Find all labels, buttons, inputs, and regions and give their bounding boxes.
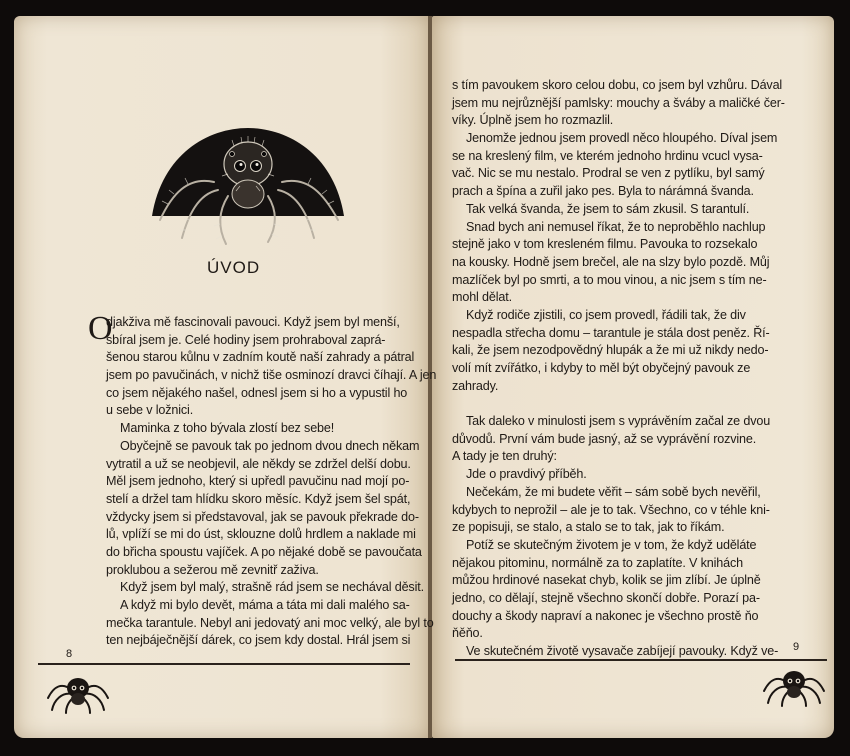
- spider-icon: [46, 672, 110, 714]
- text-line: Jenomže jednou jsem provedl něco hloupého. Díval jsem: [466, 131, 778, 146]
- text-line: Potíž se skutečným životem je v tom, že když uděláte: [466, 537, 757, 552]
- text-line: sbíral jsem je. Celé hodiny jsem prohraboval zaprá-: [106, 332, 386, 347]
- text-line: zahrady.: [452, 378, 499, 393]
- page-number-left: 8: [66, 648, 73, 660]
- text-line: jedno, co dělají, stejně všechno skončí dobře. Porazí pa-: [452, 590, 760, 605]
- text-line: Snad bych ani nemusel říkat, že to neproběhlo nachlup: [466, 219, 766, 234]
- text-line: ze popisuji, se stalo, a stalo se to tak, jak to říkám.: [452, 520, 725, 535]
- text-line: víky. Úplně jsem ho rozmazlil.: [452, 113, 614, 128]
- text-line: nespadla střecha domu – tarantule je stála dost peněz. Ří-: [452, 325, 770, 340]
- text-line: kdybych to neprožil – ale je to tak. Všechno, co v téhle kni-: [452, 502, 770, 517]
- text-line: Tak velká švanda, že jsem to sám zkusil. S tarantulí.: [466, 201, 750, 216]
- spider-icon: [762, 665, 826, 707]
- text-line: ten nejbáječnější dárek, co jsem kdy dostal. Hrál jsem si: [106, 633, 411, 648]
- text-line: do břicha spoustu vajíček. A po nějaké době se pavoučata: [106, 544, 422, 559]
- text-line: na kousky. Hodně jsem brečel, ale na slzy bylo pozdě. Můj: [452, 254, 770, 269]
- text-line: vač. Nic se mu nestalo. Prodral se ven z pytlíku, byl samý: [452, 166, 765, 181]
- text-line: Když rodiče zjistili, co jsem provedl, řádili tak, že div: [466, 307, 746, 322]
- text-line: vždycky jsem si představoval, jak se pavouk překrade do-: [106, 509, 419, 524]
- text-line: proklubou a sežerou mě zevnitř zaživa.: [106, 562, 319, 577]
- text-line: Maminka z toho bývala zlostí bez sebe!: [120, 421, 335, 436]
- text-line: volí mít zvířátko, i kdyby to měl být obyčejný pavouk ze: [452, 361, 751, 375]
- text-line: jsem po pavučinách, v nichž tiše osminozí dravci číhají. A jen: [106, 368, 437, 383]
- text-line: nějakou pitominu, normálně za to zaplatíte. V knihách: [452, 555, 743, 570]
- page-number-right: 9: [793, 641, 800, 653]
- text-line: stejně jako v tom kresleném filmu. Pavouka to rozsekalo: [452, 237, 758, 252]
- left-page-text: [106, 314, 436, 650]
- text-line: Měl jsem jednoho, který si upředl pavučinu nad mojí po-: [106, 474, 410, 489]
- text-line: ňěňo.: [452, 626, 483, 641]
- text-line: Jde o pravdivý příběh.: [466, 467, 587, 482]
- text-line: šenou starou kůlnu v zadním koutě naší zahrady a pátral: [106, 350, 415, 365]
- text-line: stelí a držel tam hlídku skoro měsíc. Když jsem šel spát,: [106, 491, 411, 506]
- text-line: kali, že jsem nezodpovědný hlupák a že mi už nikdy nedo-: [452, 343, 769, 358]
- spider-illustration: [148, 124, 348, 248]
- text-line: co jsem nějakého našel, odnesl jsem si ho a vypustil ho: [106, 385, 408, 400]
- text-line: A když mi bylo devět, máma a táta mi dali malého sa-: [120, 598, 410, 612]
- text-line: douchy a škody napraví a nakonec je všechno prostě ňo: [452, 608, 759, 623]
- text-line: se na kreslený film, ve kterém jednoho hrdinu vcucl vysa-: [452, 148, 763, 163]
- text-line: důvodů. První vám bude jasný, až se vyprávění rozvine.: [452, 431, 757, 446]
- text-line: Obyčejně se pavouk tak po jednom dvou dnech někam: [120, 438, 420, 453]
- text-line: Ve skutečném životě vysavače zabíjejí pavouky. Když ve-: [466, 644, 779, 658]
- text-line: prach a špína a zuřil jako pes. Byla to nárámná švanda.: [452, 184, 754, 199]
- text-line: lů, vplíží se mi do úst, sklouzne dolů hrdlem a naklade mi: [106, 527, 416, 542]
- text-line: Tak daleko v minulosti jsem s vyprávěním začal ze dvou: [466, 414, 771, 429]
- text-line: jsem mu nejrůznější pamlsky: mouchy a šváby a maličké čer-: [452, 95, 785, 110]
- text-line: mohl dělat.: [452, 290, 512, 305]
- text-line: mazlíček byl po smrti, a to mou vinou, a nic jsem s tím ne-: [452, 272, 767, 287]
- text-line: Nečekám, že mi budete věřit – sám sobě bych nevěřil,: [466, 484, 761, 499]
- text-line: u sebe v ložnici.: [106, 403, 194, 418]
- text-line: vytratil a už se neobjevil, ale někdy se zdržel delší dobu.: [106, 456, 411, 471]
- text-line: s tím pavoukem skoro celou dobu, co jsem byl vzhůru. Dával: [452, 78, 783, 92]
- chapter-title: ÚVOD: [207, 258, 261, 277]
- text-line: [452, 395, 785, 413]
- text-line: djakživa mě fascinovali pavouci. Když jsem byl menší,: [106, 315, 400, 329]
- text-line: Když jsem byl malý, strašně rád jsem se nechával děsit.: [120, 580, 424, 595]
- right-page-text: [452, 77, 785, 661]
- drop-cap: O: [88, 310, 113, 347]
- text-line: mečka tarantule. Nebyl ani jedovatý ani moc velký, ale byl to: [106, 615, 434, 630]
- footer-rule-right: [455, 659, 827, 661]
- text-line: můžou hrdinové nasekat chyb, kolik se jim zlíbí. Je úplně: [452, 573, 761, 588]
- footer-rule-left: [38, 663, 410, 665]
- text-line: A tady je ten druhý:: [452, 449, 557, 464]
